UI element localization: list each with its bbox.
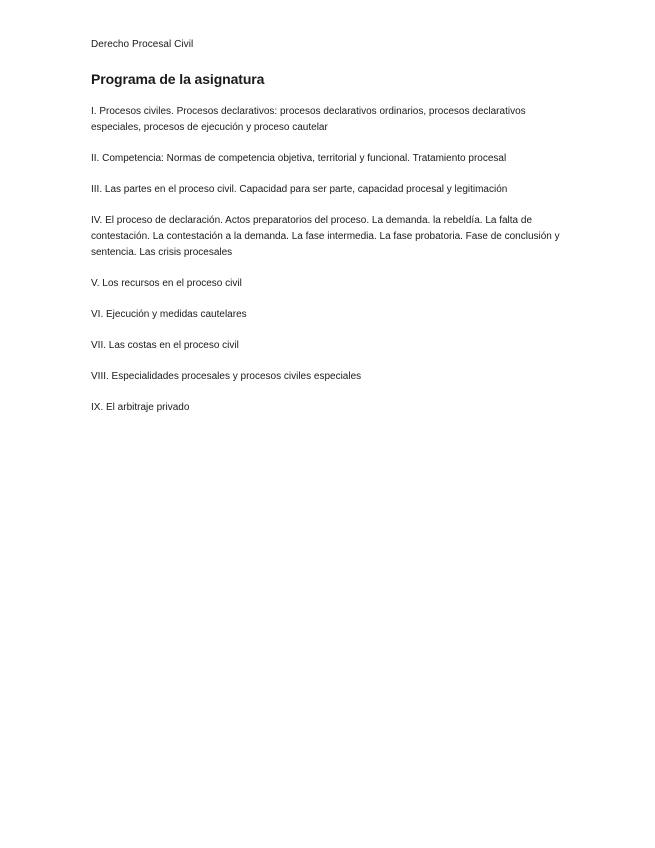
syllabus-item-4: IV. El proceso de declaración. Actos preparatorios del proceso. La demanda. la rebeldía. La falta de contestación. La contestación a la demanda. La fase intermedia. La fase probatoria. Fase de conclusión y sentencia. Las crisis procesales [91, 215, 560, 258]
syllabus-item-8: VIII. Especialidades procesales y procesos civiles especiales [91, 371, 362, 382]
document-header: Derecho Procesal Civil [91, 39, 194, 50]
syllabus-list [91, 104, 571, 416]
syllabus-item-2: II. Competencia: Normas de competencia objetiva, territorial y funcional. Tratamiento procesal [91, 153, 507, 164]
syllabus-item-3: III. Las partes en el proceso civil. Capacidad para ser parte, capacidad procesal y legitimación [91, 184, 508, 195]
syllabus-item-5: V. Los recursos en el proceso civil [91, 278, 242, 289]
syllabus-item-7: VII. Las costas en el proceso civil [91, 340, 239, 351]
document-title: Programa de la asignatura [91, 71, 265, 87]
syllabus-item-6: VI. Ejecución y medidas cautelares [91, 309, 247, 320]
document-content [91, 38, 571, 431]
syllabus-item-1: I. Procesos civiles. Procesos declarativos: procesos declarativos ordinarios, procesos declarativos especiales, procesos de ejecución y proceso cautelar [91, 106, 526, 133]
syllabus-item-9: IX. El arbitraje privado [91, 402, 190, 413]
